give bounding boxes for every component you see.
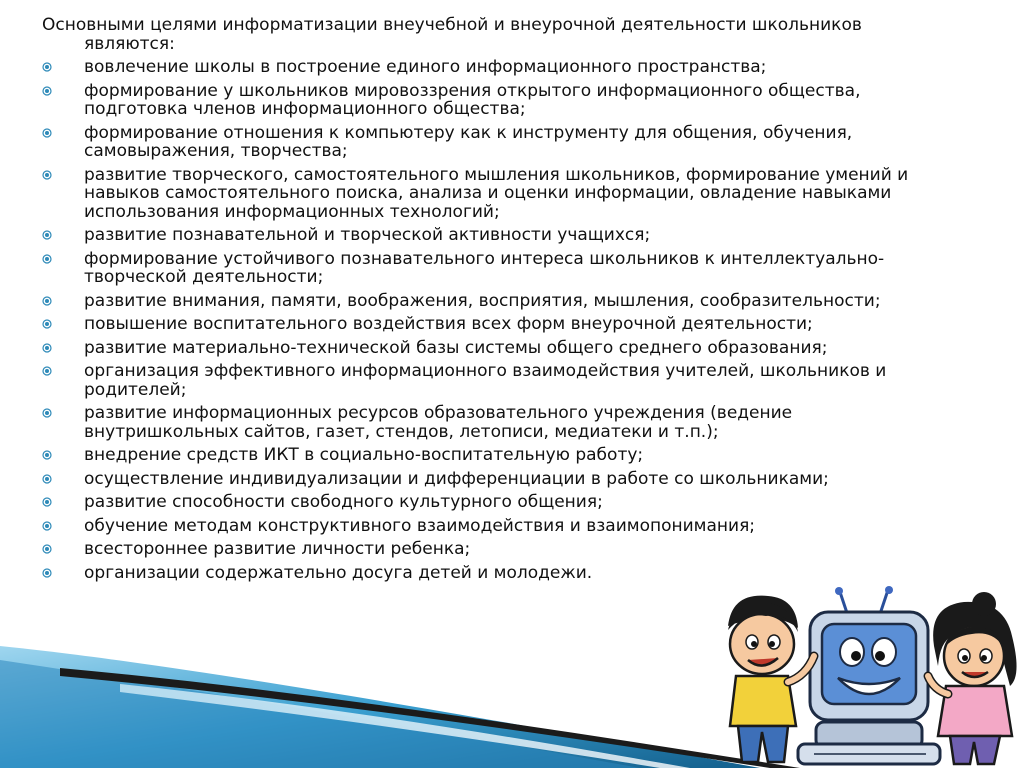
circle-dot-bullet-icon [42, 62, 52, 72]
smiling-computer-icon [798, 586, 940, 764]
list-item [42, 362, 942, 399]
list-item [42, 226, 942, 245]
circle-dot-bullet-icon [42, 296, 52, 306]
list-item [42, 250, 942, 287]
list-item-text: обучение методам конструктивного взаимодействия и взаимопонимания; [84, 515, 756, 536]
list-item-text: формирование у школьников мировоззрения открытого информационного общества, подготовка членов информационного общества; [84, 80, 861, 119]
list-item-text: повышение воспитательного воздействия всех форм внеурочной деятельности; [84, 314, 813, 334]
list-item-text: развитие способности свободного культурного общения; [84, 492, 603, 512]
list-item [42, 339, 942, 358]
circle-dot-bullet-icon [42, 86, 52, 96]
list-item [42, 470, 942, 489]
circle-dot-bullet-icon [42, 568, 52, 578]
list-item-text: развитие материально-технической базы системы общего среднего образования; [84, 337, 828, 358]
cartoon-girl-icon [928, 592, 1017, 764]
circle-dot-bullet-icon [42, 497, 52, 507]
list-item-text: развитие творческого, самостоятельного мышления школьников, формирование умений и навыков самостоятельного поиска, анализа и оценки информации, овладение навыками использования информационных технологий; [84, 164, 909, 222]
circle-dot-bullet-icon [42, 230, 52, 240]
circle-dot-bullet-icon [42, 366, 52, 376]
circle-dot-bullet-icon [42, 521, 52, 531]
list-item-text: осуществление индивидуализации и дифференциации в работе со школьниками; [84, 468, 829, 489]
circle-dot-bullet-icon [42, 544, 52, 554]
list-item [42, 564, 942, 583]
list-item [42, 292, 942, 311]
list-item [42, 446, 942, 465]
circle-dot-bullet-icon [42, 408, 52, 418]
circle-dot-bullet-icon [42, 319, 52, 329]
list-item [42, 315, 942, 334]
list-item-text: всестороннее развитие личности ребенка; [84, 539, 471, 559]
circle-dot-bullet-icon [42, 474, 52, 484]
list-item-text: развитие познавательной и творческой активности учащихся; [84, 225, 651, 245]
goals-list [42, 58, 942, 582]
circle-dot-bullet-icon [42, 170, 52, 180]
circle-dot-bullet-icon [42, 450, 52, 460]
list-item [42, 166, 942, 222]
list-item [42, 540, 942, 559]
list-item-text: организация эффективного информационного взаимодействия учителей, школьников и родителей; [84, 361, 887, 400]
intro-paragraph: Основными целями информатизации внеучебной и внеурочной деятельности школьников являются: [42, 15, 862, 54]
list-item [42, 124, 942, 161]
list-item [42, 493, 942, 512]
list-item [42, 404, 942, 441]
list-item [42, 82, 942, 119]
cartoon-kids-with-computer-icon [722, 586, 1024, 768]
list-item [42, 517, 942, 536]
list-item-text: формирование отношения к компьютеру как к инструменту для общения, обучения, самовыражения, творчества; [84, 122, 853, 161]
cartoon-boy-icon [728, 596, 814, 762]
list-item-text: вовлечение школы в построение единого информационного пространства; [84, 57, 767, 77]
circle-dot-bullet-icon [42, 254, 52, 264]
list-item-text: развитие информационных ресурсов образовательного учреждения (ведение внутришкольных сайтов, газет, стендов, летописи, медиатеки и т.п.); [84, 403, 793, 442]
list-item-text: развитие внимания, памяти, воображения, восприятия, мышления, сообразительности; [84, 290, 881, 311]
list-item-text: формирование устойчивого познавательного интереса школьников к интеллектуально-творческой деятельности; [84, 248, 885, 287]
list-item-text: внедрение средств ИКТ в социально-воспитательную работу; [84, 445, 644, 465]
circle-dot-bullet-icon [42, 128, 52, 138]
list-item [42, 58, 942, 77]
list-item-text: организации содержательно досуга детей и молодежи. [84, 562, 593, 583]
slide-text [42, 16, 942, 587]
circle-dot-bullet-icon [42, 343, 52, 353]
